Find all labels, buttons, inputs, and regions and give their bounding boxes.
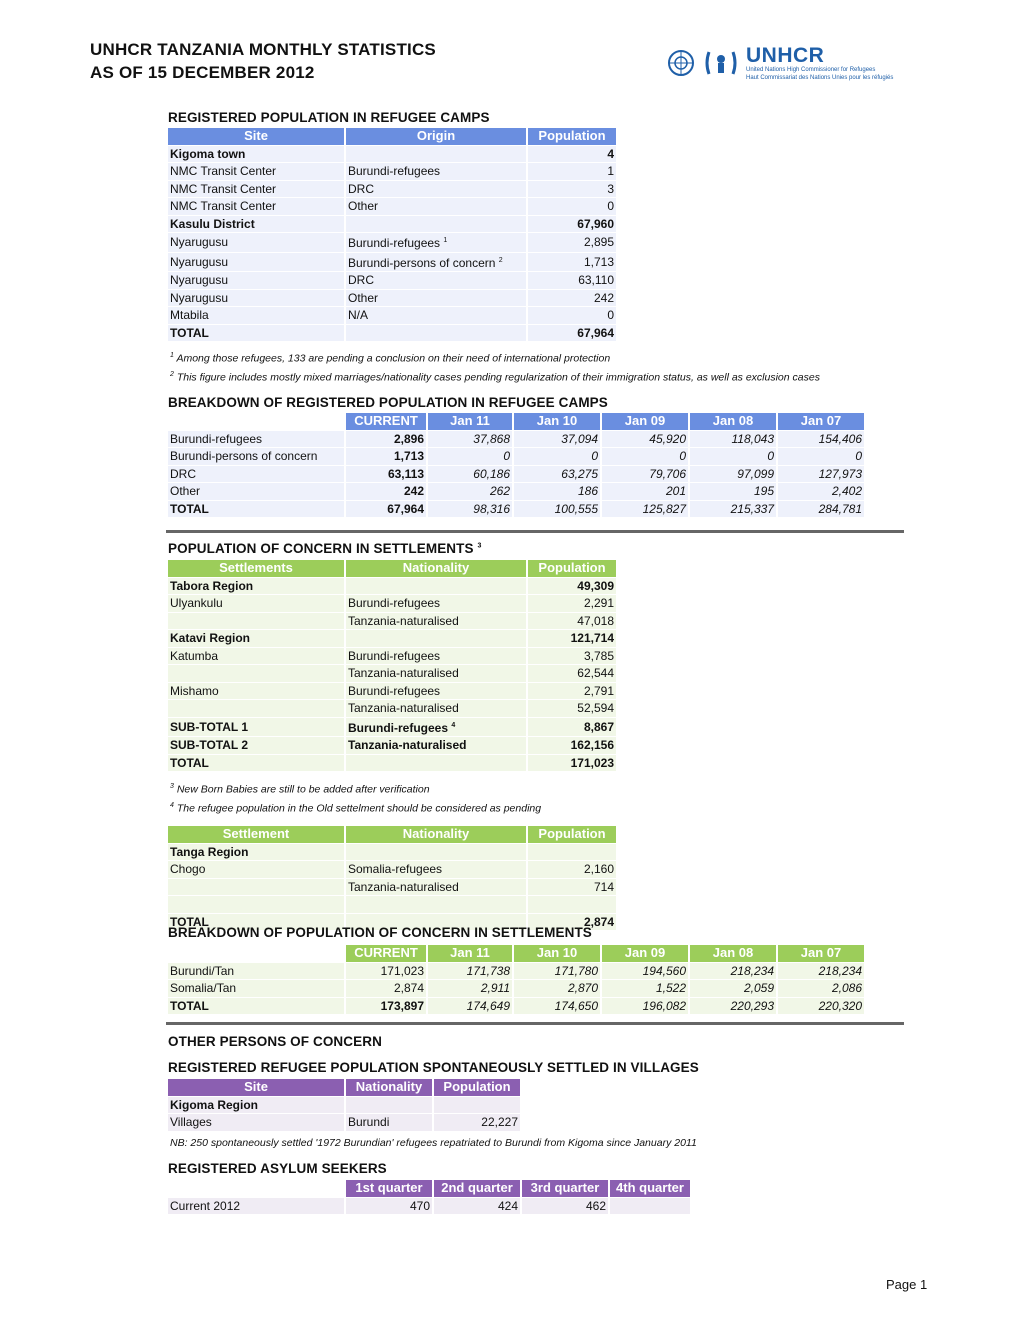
table-cell: NMC Transit Center: [168, 198, 344, 215]
table-cell: Other: [346, 198, 526, 215]
col-header: Jan 09: [602, 413, 688, 430]
table-cell: [168, 700, 344, 717]
table-cell: Tanzania-naturalised: [346, 879, 526, 896]
col-header: Population: [528, 826, 616, 843]
table-cell: Tanzania-naturalised: [346, 737, 526, 754]
table-cell: 2,895: [528, 233, 616, 252]
table-cell: TOTAL: [168, 501, 344, 518]
col-header: 3rd quarter: [522, 1180, 608, 1197]
table-cell: NMC Transit Center: [168, 163, 344, 180]
settlements-table: [166, 559, 618, 772]
table-cell: [346, 216, 526, 233]
col-header: Jan 08: [690, 945, 776, 962]
table-cell: Burundi-refugees $^1$: [346, 233, 526, 252]
table-cell: Somalia/Tan: [168, 980, 344, 997]
col-header: Site: [168, 1079, 344, 1096]
table-cell: 154,406: [778, 431, 864, 448]
col-header: Jan 09: [602, 945, 688, 962]
table-row: [168, 448, 864, 465]
col-header: 2nd quarter: [434, 1180, 520, 1197]
table-cell: [168, 613, 344, 630]
col-header: Jan 10: [514, 945, 600, 962]
logo-subtitle-fr: Haut Commissariat des Nations Unies pour les réfugiés: [746, 75, 894, 81]
table-cell: [528, 896, 616, 913]
table-cell: 194,560: [602, 963, 688, 980]
table-cell: 0: [528, 198, 616, 215]
camps-table: [166, 127, 618, 342]
table-cell: 100,555: [514, 501, 600, 518]
table-cell: 67,960: [528, 216, 616, 233]
table-cell: 4: [528, 146, 616, 163]
table-cell: N/A: [346, 307, 526, 324]
table-cell: Mtabila: [168, 307, 344, 324]
table-cell: 242: [528, 290, 616, 307]
table-row: [168, 307, 616, 324]
table-cell: 1: [528, 163, 616, 180]
report-date: AS OF 15 DECEMBER 2012: [90, 63, 315, 82]
table-row: [168, 648, 616, 665]
table-cell: 2,896: [346, 431, 426, 448]
table-cell: 2,059: [690, 980, 776, 997]
table-cell: [346, 325, 526, 342]
table-cell: Current 2012: [168, 1198, 344, 1215]
col-header: Nationality: [346, 1079, 432, 1096]
table-cell: 714: [528, 879, 616, 896]
table-cell: 196,082: [602, 998, 688, 1015]
table-cell: 462: [522, 1198, 608, 1215]
table-row: [168, 737, 616, 754]
table-cell: Nyarugusu: [168, 290, 344, 307]
table-cell: 67,964: [528, 325, 616, 342]
col-header: Jan 07: [778, 945, 864, 962]
table-row: [168, 253, 616, 272]
table-cell: 173,897: [346, 998, 426, 1015]
table-row: [168, 578, 616, 595]
page-header: [90, 38, 436, 84]
col-header: Site: [168, 128, 344, 145]
table-row: [168, 233, 616, 252]
footnote: $^2$ This figure includes mostly mixed marriages/nationality cases pending regularization of their immigration status, as well as exclusion cases: [170, 371, 820, 384]
col-header: Population: [434, 1079, 520, 1096]
table-row: [168, 683, 616, 700]
table-cell: Mishamo: [168, 683, 344, 700]
col-header: Nationality: [346, 560, 526, 577]
table-cell: Chogo: [168, 861, 344, 878]
table-cell: [346, 578, 526, 595]
table-cell: [168, 665, 344, 682]
table-cell: DRC: [346, 181, 526, 198]
table-cell: Villages: [168, 1114, 344, 1131]
table-cell: Burundi-refugees: [346, 595, 526, 612]
col-header: Settlements: [168, 560, 344, 577]
table-cell: 2,791: [528, 683, 616, 700]
table-cell: 67,964: [346, 501, 426, 518]
logo-subtitle-en: United Nations High Commissioner for Refugees: [746, 67, 876, 73]
col-header: Jan 11: [428, 945, 512, 962]
table-cell: [346, 146, 526, 163]
table-cell: Other: [346, 290, 526, 307]
table-cell: Kigoma town: [168, 146, 344, 163]
footnote: $^1$ Among those refugees, 133 are pending a conclusion on their need of international protection: [170, 352, 611, 365]
table-cell: 0: [428, 448, 512, 465]
col-header: CURRENT: [346, 413, 426, 430]
col-header: Population: [528, 128, 616, 145]
table-cell: 218,234: [778, 963, 864, 980]
report-title: UNHCR TANZANIA MONTHLY STATISTICS: [90, 40, 436, 59]
camps-breakdown-table: [166, 412, 866, 518]
table-cell: 79,706: [602, 466, 688, 483]
table-cell: [346, 755, 526, 772]
table-cell: 52,594: [528, 700, 616, 717]
page-number: Page 1: [886, 1277, 928, 1292]
table-row: [168, 431, 864, 448]
table-cell: Katumba: [168, 648, 344, 665]
table-cell: 3,785: [528, 648, 616, 665]
table-cell: Burundi-persons of concern: [168, 448, 344, 465]
table-cell: 2,291: [528, 595, 616, 612]
table-cell: DRC: [346, 272, 526, 289]
table-cell: 97,099: [690, 466, 776, 483]
col-header: Jan 10: [514, 413, 600, 430]
table-cell: 37,868: [428, 431, 512, 448]
table-cell: 98,316: [428, 501, 512, 518]
table-row: [168, 501, 864, 518]
table-cell: Nyarugusu: [168, 272, 344, 289]
table-cell: 262: [428, 483, 512, 500]
table-cell: 0: [778, 448, 864, 465]
table-cell: [346, 844, 526, 861]
table-cell: [346, 1097, 432, 1114]
table-cell: 174,649: [428, 998, 512, 1015]
col-header: [168, 413, 344, 430]
table-cell: [346, 630, 526, 647]
table-cell: SUB-TOTAL 1: [168, 718, 344, 737]
table-cell: 2,160: [528, 861, 616, 878]
col-header: 4th quarter: [610, 1180, 690, 1197]
col-header: Nationality: [346, 826, 526, 843]
table-cell: 470: [346, 1198, 432, 1215]
tanga-table: [166, 825, 618, 931]
col-header: [168, 1180, 344, 1197]
table-cell: 121,714: [528, 630, 616, 647]
table-cell: 118,043: [690, 431, 776, 448]
table-cell: 162,156: [528, 737, 616, 754]
table-cell: TOTAL: [168, 914, 344, 931]
table-cell: Burundi: [346, 1114, 432, 1131]
table-cell: 49,309: [528, 578, 616, 595]
col-header: 1st quarter: [346, 1180, 432, 1197]
table-row: [168, 755, 616, 772]
table-cell: 195: [690, 483, 776, 500]
table-row: [168, 1114, 520, 1131]
table-cell: 60,186: [428, 466, 512, 483]
col-header: Settlement: [168, 826, 344, 843]
table-cell: 47,018: [528, 613, 616, 630]
col-header: CURRENT: [346, 945, 426, 962]
table-cell: Tabora Region: [168, 578, 344, 595]
col-header: Population: [528, 560, 616, 577]
table-row: [168, 879, 616, 896]
section-divider: [166, 530, 904, 533]
unhcr-logo: [663, 44, 938, 86]
col-header: [168, 945, 344, 962]
table-cell: 2,086: [778, 980, 864, 997]
asylum-table: [166, 1179, 692, 1215]
table-cell: 186: [514, 483, 600, 500]
table-cell: 2,874: [528, 914, 616, 931]
table-cell: 8,867: [528, 718, 616, 737]
table-row: [168, 290, 616, 307]
table-cell: 125,827: [602, 501, 688, 518]
table-cell: 63,113: [346, 466, 426, 483]
table-row: [168, 980, 864, 997]
table-cell: Burundi-refugees: [346, 163, 526, 180]
table-cell: SUB-TOTAL 2: [168, 737, 344, 754]
table-cell: Burundi-refugees: [346, 683, 526, 700]
table-cell: 37,094: [514, 431, 600, 448]
table-row: [168, 844, 616, 861]
table-cell: 220,293: [690, 998, 776, 1015]
table-row: [168, 466, 864, 483]
footnote: $^4$ The refugee population in the Old settelment should be considered as pending: [170, 802, 542, 815]
footnote: $^3$ New Born Babies are still to be added after verification: [170, 783, 430, 796]
settlements-title: POPULATION OF CONCERN IN SETTLEMENTS $^3$: [168, 541, 482, 556]
table-cell: Ulyankulu: [168, 595, 344, 612]
table-row: [168, 1198, 690, 1215]
table-cell: 171,023: [346, 963, 426, 980]
table-cell: 0: [528, 307, 616, 324]
table-cell: 45,920: [602, 431, 688, 448]
logo-wordmark: UNHCR: [746, 44, 825, 67]
table-cell: 127,973: [778, 466, 864, 483]
table-cell: TOTAL: [168, 755, 344, 772]
table-cell: TOTAL: [168, 325, 344, 342]
table-cell: [434, 1097, 520, 1114]
table-cell: [610, 1198, 690, 1215]
table-cell: Tanzania-naturalised: [346, 665, 526, 682]
settlements-breakdown-table: [166, 944, 866, 1015]
table-cell: Burundi-refugees: [346, 648, 526, 665]
table-row: [168, 963, 864, 980]
table-cell: 0: [690, 448, 776, 465]
table-cell: 215,337: [690, 501, 776, 518]
table-cell: 2,911: [428, 980, 512, 997]
table-cell: 174,650: [514, 998, 600, 1015]
table-cell: [528, 844, 616, 861]
table-cell: 63,110: [528, 272, 616, 289]
villages-table: [166, 1078, 522, 1132]
table-cell: 22,227: [434, 1114, 520, 1131]
table-cell: 242: [346, 483, 426, 500]
table-cell: 0: [602, 448, 688, 465]
table-cell: 0: [514, 448, 600, 465]
table-cell: Burundi-refugees: [168, 431, 344, 448]
table-cell: 1,713: [346, 448, 426, 465]
table-cell: Somalia-refugees: [346, 861, 526, 878]
camps-breakdown-title: BREAKDOWN OF REGISTERED POPULATION IN REFUGEE CAMPS: [168, 395, 608, 410]
table-cell: 3: [528, 181, 616, 198]
table-cell: Nyarugusu: [168, 233, 344, 252]
table-cell: Burundi/Tan: [168, 963, 344, 980]
table-row: [168, 595, 616, 612]
table-cell: Kasulu District: [168, 216, 344, 233]
table-cell: [346, 896, 526, 913]
section-divider: [166, 1022, 904, 1025]
table-cell: 171,738: [428, 963, 512, 980]
table-cell: 284,781: [778, 501, 864, 518]
table-row: [168, 325, 616, 342]
table-cell: 2,870: [514, 980, 600, 997]
asylum-title: REGISTERED ASYLUM SEEKERS: [168, 1161, 387, 1176]
table-cell: 2,402: [778, 483, 864, 500]
table-row: [168, 216, 616, 233]
table-row: [168, 630, 616, 647]
unhcr-hands-icon: [703, 48, 739, 78]
table-row: [168, 613, 616, 630]
table-row: [168, 163, 616, 180]
table-cell: TOTAL: [168, 998, 344, 1015]
table-cell: 1,522: [602, 980, 688, 997]
table-cell: 220,320: [778, 998, 864, 1015]
table-row: [168, 483, 864, 500]
col-header: Origin: [346, 128, 526, 145]
col-header: Jan 11: [428, 413, 512, 430]
table-row: [168, 1097, 520, 1114]
table-cell: Katavi Region: [168, 630, 344, 647]
table-cell: Tanga Region: [168, 844, 344, 861]
table-cell: 171,023: [528, 755, 616, 772]
table-cell: 1,713: [528, 253, 616, 272]
villages-note: NB: 250 spontaneously settled '1972 Burundian' refugees repatriated to Burundi from Kigoma since January 2011: [170, 1137, 697, 1149]
table-cell: [168, 879, 344, 896]
table-cell: 218,234: [690, 963, 776, 980]
table-cell: DRC: [168, 466, 344, 483]
table-row: [168, 700, 616, 717]
table-row: [168, 718, 616, 737]
un-emblem-icon: [663, 48, 699, 78]
table-cell: Tanzania-naturalised: [346, 613, 526, 630]
table-cell: 2,874: [346, 980, 426, 997]
table-row: [168, 861, 616, 878]
table-cell: Nyarugusu: [168, 253, 344, 272]
other-title: OTHER PERSONS OF CONCERN: [168, 1034, 382, 1049]
table-row: [168, 998, 864, 1015]
villages-title: REGISTERED REFUGEE POPULATION SPONTANEOUSLY SETTLED IN VILLAGES: [168, 1060, 699, 1075]
table-cell: 62,544: [528, 665, 616, 682]
settlements-breakdown-title: BREAKDOWN OF POPULATION OF CONCERN IN SETTLEMENTS: [168, 925, 592, 940]
table-row: [168, 272, 616, 289]
table-row: [168, 181, 616, 198]
table-cell: 201: [602, 483, 688, 500]
table-cell: 63,275: [514, 466, 600, 483]
table-row: [168, 146, 616, 163]
table-cell: 171,780: [514, 963, 600, 980]
table-row: [168, 896, 616, 913]
table-cell: Burundi-persons of concern $^2$: [346, 253, 526, 272]
table-cell: NMC Transit Center: [168, 181, 344, 198]
camps-title: REGISTERED POPULATION IN REFUGEE CAMPS: [168, 110, 490, 125]
col-header: Jan 07: [778, 413, 864, 430]
table-cell: Other: [168, 483, 344, 500]
table-row: [168, 665, 616, 682]
table-cell: [168, 896, 344, 913]
table-cell: Kigoma Region: [168, 1097, 344, 1114]
table-cell: Burundi-refugees $^4$: [346, 718, 526, 737]
table-cell: Tanzania-naturalised: [346, 700, 526, 717]
col-header: Jan 08: [690, 413, 776, 430]
table-cell: 424: [434, 1198, 520, 1215]
table-row: [168, 198, 616, 215]
